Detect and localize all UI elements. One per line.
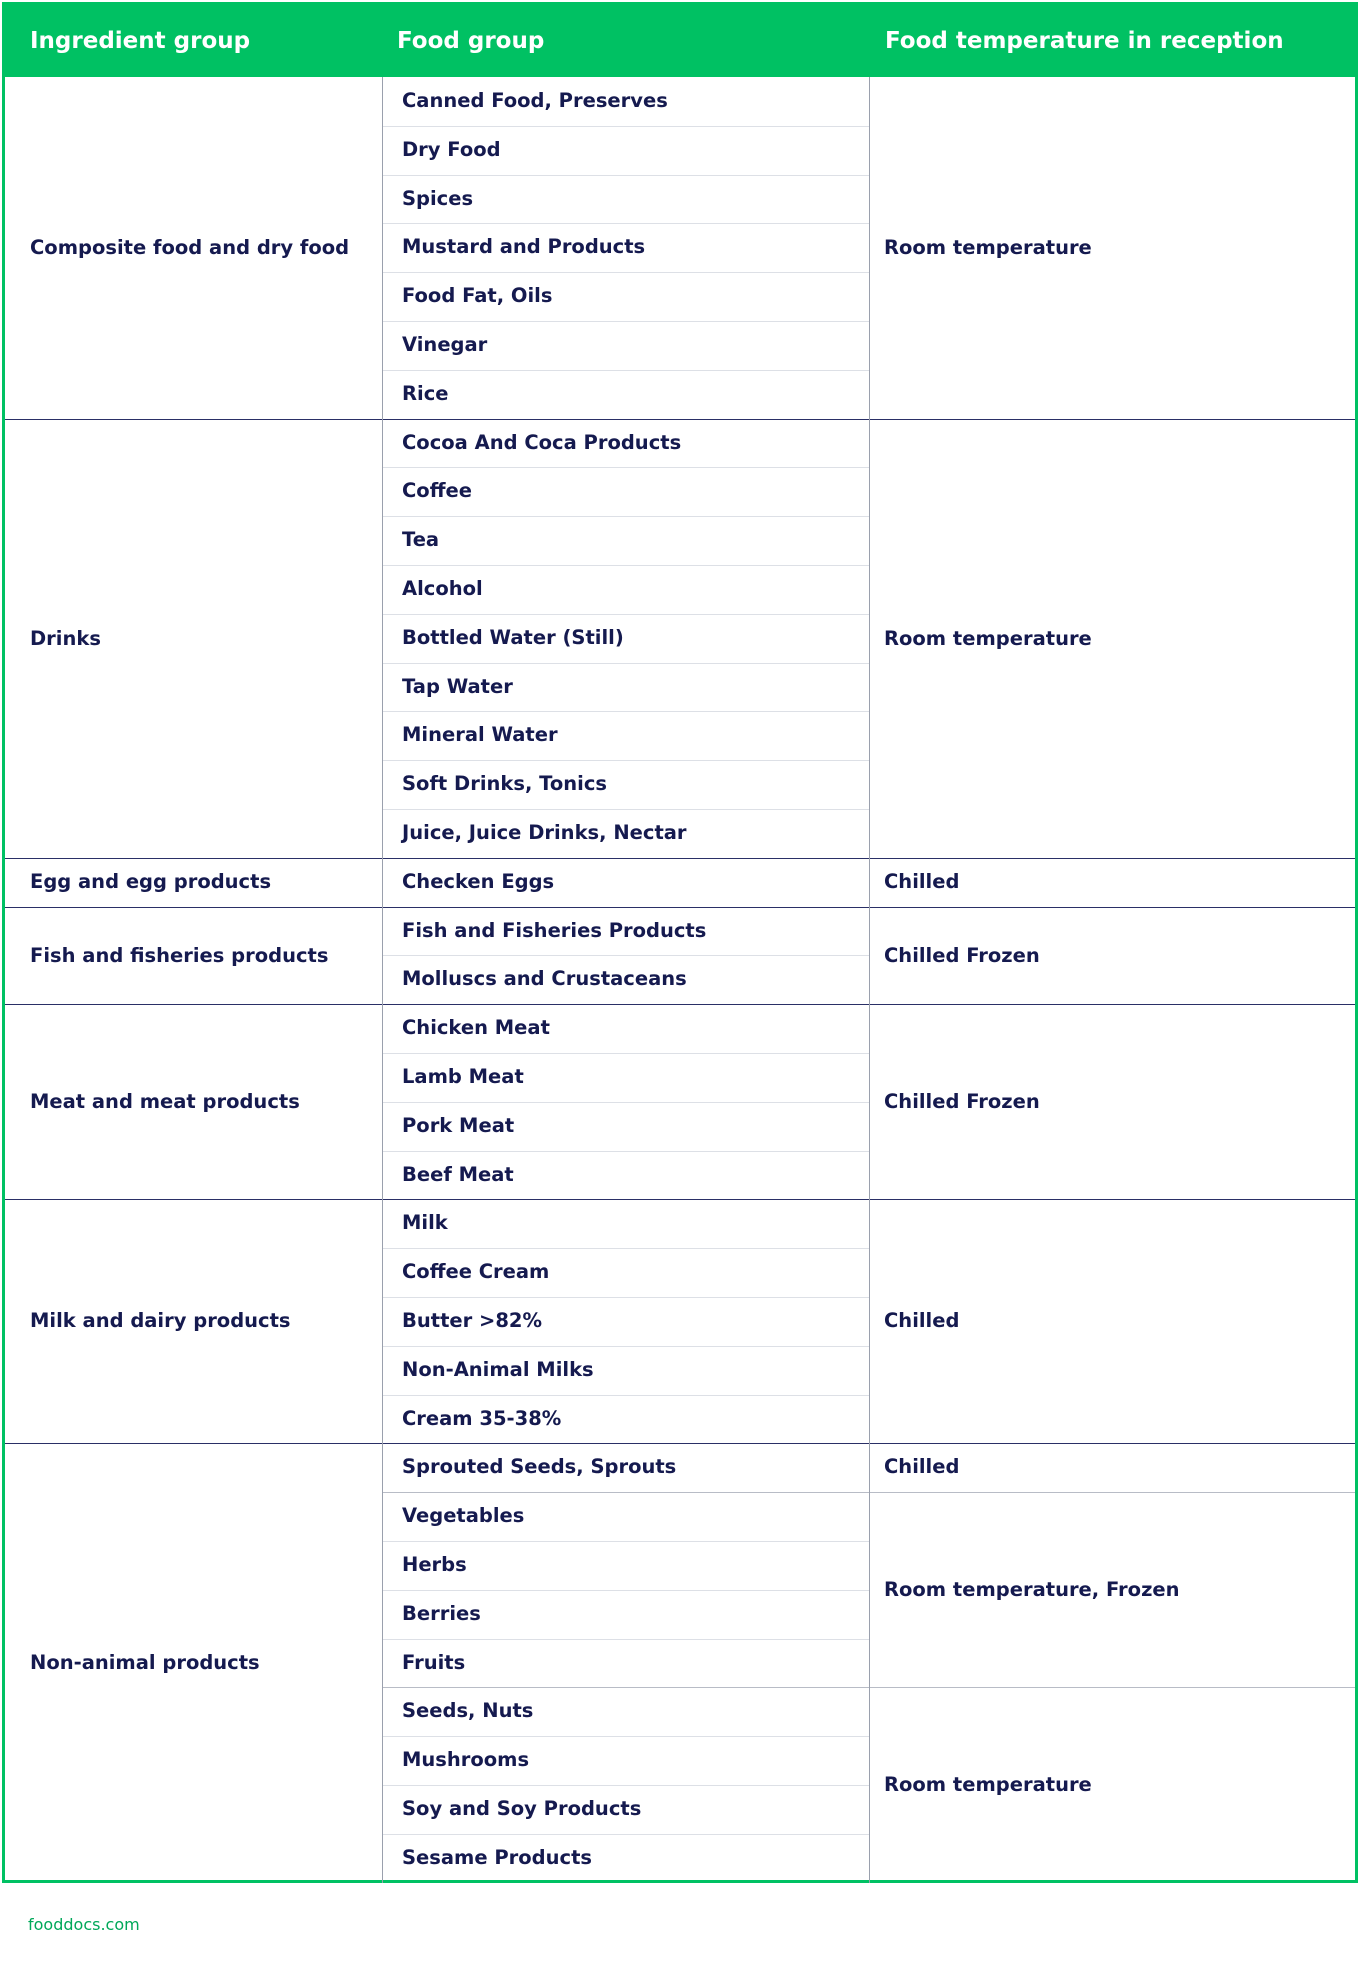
food-row-divider xyxy=(382,370,869,371)
food-row-divider xyxy=(382,516,869,517)
food-group-cell: Milk xyxy=(402,1211,448,1235)
temperature-cell: Chilled Frozen xyxy=(884,1090,1040,1114)
food-group-cell: Fruits xyxy=(402,1650,466,1674)
food-group-cell: Sesame Products xyxy=(402,1845,593,1869)
ingredient-group-cell: Egg and egg products xyxy=(30,869,272,893)
food-group-cell: Seeds, Nuts xyxy=(402,1699,534,1723)
food-group-cell: Canned Food, Preserves xyxy=(402,89,668,112)
food-group-cell: Spices xyxy=(402,186,474,210)
column-divider xyxy=(869,77,870,1883)
food-group-cell: Food Fat, Oils xyxy=(402,284,553,308)
food-group-cell: Berries xyxy=(402,1601,481,1625)
header-ingredient-group: Ingredient group xyxy=(30,28,251,54)
temperature-cell: Room temperature xyxy=(884,236,1092,259)
ingredient-group-cell: Non-animal products xyxy=(30,1651,260,1675)
ingredient-group-cell: Fish and fisheries products xyxy=(30,943,329,967)
temperature-cell: Chilled xyxy=(884,869,960,893)
ingredient-group-cell: Milk and dairy products xyxy=(30,1309,291,1333)
food-group-cell: Soy and Soy Products xyxy=(402,1797,642,1820)
temperature-cell: Chilled xyxy=(884,1455,960,1479)
food-group-cell: Coffee xyxy=(402,479,472,503)
food-group-cell: Cream 35-38% xyxy=(402,1406,562,1430)
ingredient-group-cell: Meat and meat products xyxy=(30,1090,300,1114)
ingredient-group-cell: Drinks xyxy=(30,626,101,650)
food-group-cell: Sprouted Seeds, Sprouts xyxy=(402,1455,677,1479)
food-group-cell: Tap Water xyxy=(402,674,513,698)
food-temperature-table xyxy=(2,2,1358,1883)
temperature-cell: Chilled xyxy=(884,1309,960,1333)
food-group-cell: Tea xyxy=(402,528,440,552)
food-group-cell: Chicken Meat xyxy=(402,1016,550,1040)
food-group-cell: Non-Animal Milks xyxy=(402,1357,594,1381)
header-food-group: Food group xyxy=(397,28,545,54)
food-group-cell: Rice xyxy=(402,381,449,405)
food-group-cell: Cocoa And Coca Products xyxy=(402,430,682,454)
food-group-cell: Mineral Water xyxy=(402,723,558,747)
footer-source: fooddocs.com xyxy=(28,1915,140,1934)
food-group-cell: Juice, Juice Drinks, Nectar xyxy=(402,821,687,844)
food-group-cell: Molluscs and Crustaceans xyxy=(402,967,687,991)
temperature-cell: Room temperature xyxy=(884,626,1092,650)
table-header xyxy=(5,5,1355,77)
temperature-cell: Room temperature, Frozen xyxy=(884,1578,1180,1602)
food-group-cell: Mustard and Products xyxy=(402,235,646,259)
food-group-cell: Lamb Meat xyxy=(402,1065,524,1088)
column-divider xyxy=(382,77,383,1883)
food-group-cell: Pork Meat xyxy=(402,1113,515,1137)
food-group-cell: Herbs xyxy=(402,1553,467,1576)
temperature-cell: Chilled Frozen xyxy=(884,943,1040,967)
ingredient-group-cell: Composite food and dry food xyxy=(30,236,350,259)
food-group-cell: Mushrooms xyxy=(402,1748,530,1772)
food-group-cell: Vegetables xyxy=(402,1504,525,1528)
food-group-cell: Dry Food xyxy=(402,137,501,161)
food-group-cell: Beef Meat xyxy=(402,1162,514,1186)
header-food-temperature: Food temperature in reception xyxy=(885,28,1284,54)
temperature-cell: Room temperature xyxy=(884,1773,1092,1797)
food-group-cell: Checken Eggs xyxy=(402,869,555,893)
food-group-cell: Coffee Cream xyxy=(402,1260,550,1284)
food-group-cell: Vinegar xyxy=(402,333,488,356)
food-group-cell: Alcohol xyxy=(402,577,483,600)
food-group-cell: Fish and Fisheries Products xyxy=(402,918,707,942)
food-group-cell: Bottled Water (Still) xyxy=(402,625,624,649)
food-group-cell: Butter >82% xyxy=(402,1309,543,1332)
food-group-cell: Soft Drinks, Tonics xyxy=(402,772,608,796)
